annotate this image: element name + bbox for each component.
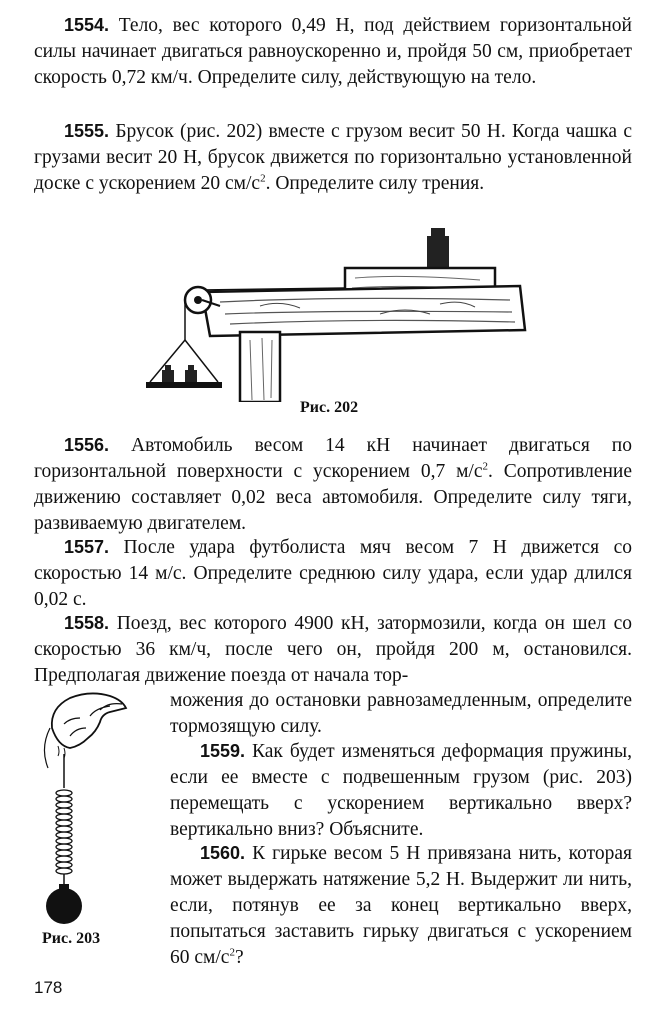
- problem-text: Тело, вес которого 0,49 Н, под действием горизонтальной силы начинает двигаться равноускоренно и, пройдя 50 см, приобретает скорость 0,72 км/ч. Определите силу, действующую на тело.: [34, 15, 632, 88]
- problem-number: 1556.: [64, 435, 110, 455]
- problem-number: 1557.: [64, 537, 110, 557]
- figure-202-caption: Рис. 202: [300, 399, 359, 416]
- problem-text-tail: . Сопротивление движению составляет 0,02 веса автомобиля. Определите силу тяги, развиваемую двигателем.: [34, 461, 633, 534]
- figure-203-caption: Рис. 203: [42, 930, 101, 947]
- problem-1560: [170, 840, 632, 971]
- figure-203-spring-weight: [30, 688, 140, 928]
- problem-number: 1560.: [200, 843, 246, 863]
- superscript: 2: [260, 172, 266, 185]
- problem-1556: [34, 432, 632, 537]
- problem-text: К гирьке весом 5 Н привязана нить, которая может выдержать натяжение 5,2 Н. Выдержит ли нить, если, потянув ее за конец вертикально вверх, попытаться заставить гирьку двигаться с ускорением 60 см/с: [170, 843, 633, 968]
- problem-number: 1558.: [64, 613, 110, 633]
- problem-number: 1554.: [64, 15, 110, 35]
- problem-1557: [34, 534, 632, 613]
- problem-text-tail: . Определите силу трения.: [265, 173, 485, 194]
- problem-number: 1559.: [200, 741, 246, 761]
- problem-number: 1555.: [64, 121, 110, 141]
- problem-text: Брусок (рис. 202) вместе с грузом весит 50 Н. Когда чашка с грузами весит 20 Н, брусок движется по горизонтально установленной доске с ускорением 20 см/с: [34, 121, 633, 194]
- problem-1555: [34, 118, 632, 197]
- problem-text: Как будет изменяться деформация пружины, если ее вместе с подвешенным грузом (рис. 203) перемещать с ускорением вертикально вверх? вертикально вниз? Объясните.: [170, 741, 633, 840]
- problem-text: Поезд, вес которого 4900 кН, затормозили, когда он шел со скоростью 36 км/ч, после чего он, пройдя 200 м, остановился. Предполагая движение поезда от начала тор-: [34, 613, 633, 686]
- problem-text-tail: ?: [234, 947, 244, 968]
- superscript: 2: [482, 460, 488, 473]
- problem-1558-continuation: [170, 688, 632, 740]
- figure-202-block-pulley: [140, 222, 530, 402]
- problem-text: Автомобиль весом 14 кН начинает двигаться по горизонтальной поверхности с ускорением 0,7 м/с: [34, 435, 632, 482]
- problem-text: После удара футболиста мяч весом 7 Н движется со скоростью 14 м/с. Определите среднюю силу удара, если удар длился 0,02 с.: [34, 537, 633, 610]
- page-number: 178: [34, 978, 63, 997]
- problem-1559: [170, 738, 632, 843]
- problem-1558: [34, 610, 632, 689]
- problem-1554: [34, 12, 632, 91]
- superscript: 2: [229, 946, 235, 959]
- problem-text: можения до остановки равнозамедленным, определите тормозящую силу.: [170, 690, 632, 737]
